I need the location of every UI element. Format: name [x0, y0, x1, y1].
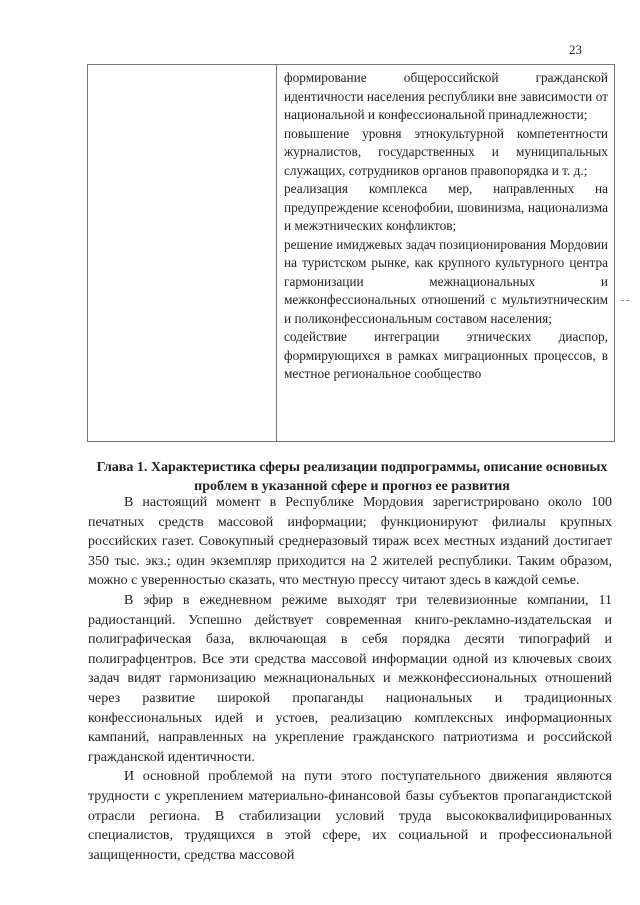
table-column-divider — [276, 65, 277, 441]
chapter-heading: Глава 1. Характеристика сферы реализации подпрограммы, описание основных проблем в указанной сфере и прогноз ее развития — [96, 460, 608, 494]
table-left-cell — [88, 65, 276, 441]
margin-mark — [621, 300, 629, 302]
paragraph: И основной проблемой на пути этого поступательного движения являются трудности с укреплением материально-финансовой базы субъектов пропагандистской отрасли региона. В стабилизации условий труда высококвалифицированных специалистов, трудящихся в этой сфере, их социальной и профессиональной защищенности, средства массовой — [88, 769, 612, 863]
paragraph: В настоящий момент в Республике Мордовия зарегистрировано около 100 печатных средств массовой информации; функционируют филиалы крупных российских газет. Совокупный среднеразовый тираж всех местных изданий достигает 350 тыс. экз.; один экземпляр приходится на 2 жителей республики. Таким образом, можно с уверенностью сказать, что местную прессу читают здесь в каждой семье. — [88, 495, 612, 589]
page-number: 23 — [569, 42, 582, 57]
body-text — [88, 493, 612, 865]
table-item: повышение уровня этнокультурной компетентности журналистов, государственных и муниципальных служащих, сотрудников органов правопорядка и т. д.; — [284, 125, 608, 178]
table-right-cell — [284, 69, 608, 384]
paragraph: В эфир в ежедневном режиме выходят три телевизионные компании, 11 радиостанций. Успешно действует современная книго-рекламно-издательская и полиграфическая база, включающая в себя порядка десяти типографий и полиграфцентров. Все эти средства массовой информации одной из ключевых своих задач видят гармонизацию межнациональных и межконфессиональных отношений через развитие широкой пропаганды национальных и традиционных конфессиональных идей и устоев, реализацию комплексных информационных кампаний, направленных на укрепление гражданского патриотизма и российской гражданской идентичности. — [88, 592, 612, 765]
table-item: формирование общероссийской гражданской идентичности населения республики вне зависимости от национальной и конфессиональной принадлежности; — [284, 70, 608, 122]
table-item: содействие интеграции этнических диаспор, формирующихся в рамках миграционных процессов, в местное региональное сообщество — [284, 329, 608, 381]
table-item: реализация комплекса мер, направленных на предупреждение ксенофобии, шовинизма, национализма и межэтнических конфликтов; — [284, 181, 608, 233]
table-item: решение имиджевых задач позиционирования Мордовии на туристском рынке, как крупного культурного центра гармонизации межнациональных и межконфессиональных отношений с мультиэтническим и поликонфессиональным составом населения; — [284, 236, 608, 326]
program-table — [87, 64, 615, 442]
